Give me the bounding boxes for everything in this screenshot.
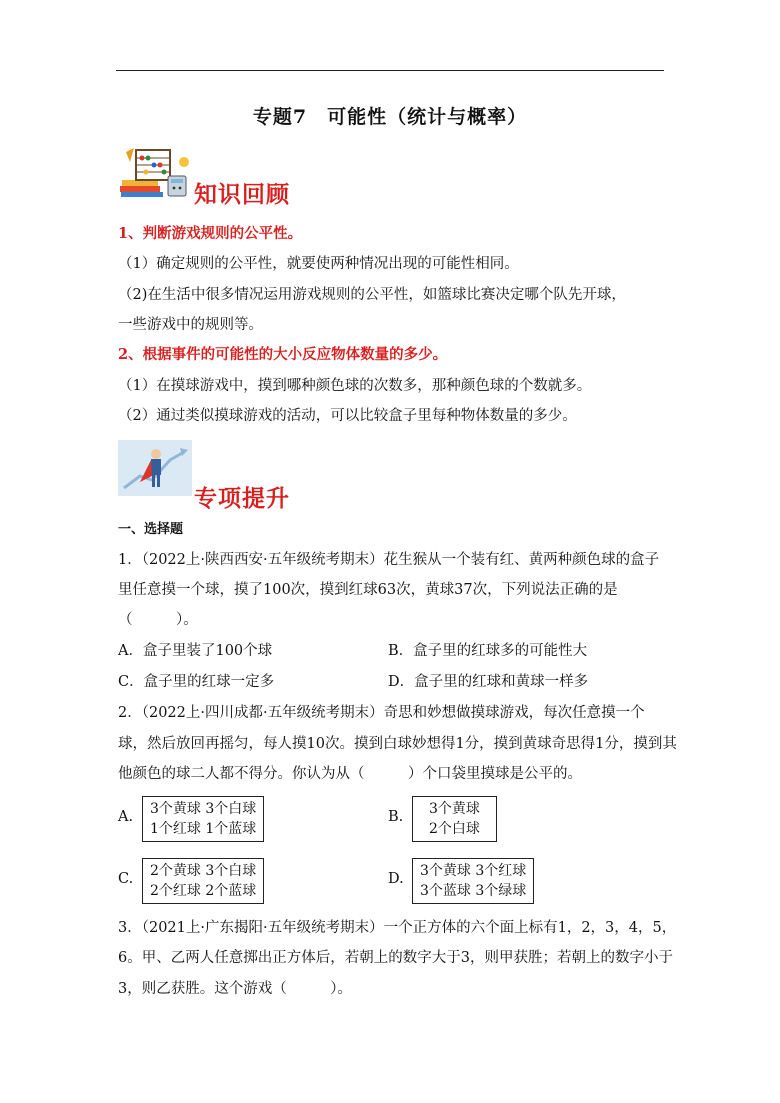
question-1-option-c: C．盒子里的红球一定多 [118, 674, 275, 690]
knowledge-point-2a: （1）在摸球游戏中，摸到哪种颜色球的次数多，那种颜色球的个数就多。 [118, 378, 592, 394]
part-heading: 一、选择题 [118, 522, 184, 537]
option-letter: A. [118, 809, 134, 825]
bag-contents-box [412, 858, 534, 904]
question-3-line3: 3，则乙获胜。这个游戏（ ）。 [118, 981, 352, 997]
bag-line: 3个黄球 3个白球 [150, 801, 257, 817]
bag-line: 2个黄球 3个白球 [150, 863, 257, 879]
option-letter: D. [388, 871, 404, 887]
bag-line: 3个蓝球 3个绿球 [420, 883, 527, 899]
question-2-line3: 他颜色的球二人都不得分。你认为从（ ）个口袋里摸球是公平的。 [118, 766, 582, 782]
bag-contents-box [142, 858, 264, 904]
question-3-line1: 3．（2021上·广东揭阳·五年级统考期末）一个正方体的六个面上标有1，2，3，4，5， [118, 920, 677, 936]
header-rule [116, 70, 664, 71]
knowledge-point-1: 1、判断游戏规则的公平性。 [118, 225, 303, 242]
section-heading-special-improvement: 专项提升 [194, 485, 290, 512]
bag-contents-box [412, 796, 497, 842]
question-2-line1: 2．（2022上·四川成都·五年级统考期末）奇思和妙想做摸球游戏，每次任意摸一个 [118, 705, 645, 721]
question-1-option-a: A．盒子里装了100个球 [118, 643, 273, 659]
option-letter: C. [118, 871, 134, 887]
bag-contents-box [142, 796, 264, 842]
question-1-line1: 1．（2022上·陕西西安·五年级统考期末）花生猴从一个装有红、黄两种颜色球的盒子 [118, 552, 660, 568]
section-heading-knowledge-review: 知识回顾 [194, 181, 290, 208]
knowledge-point-2: 2、根据事件的可能性的大小反应物体数量的多少。 [118, 346, 448, 363]
bag-line: 3个黄球 3个红球 [420, 863, 527, 879]
knowledge-point-1b-line1: （2)在生活中很多情况运用游戏规则的公平性，如篮球比赛决定哪个队先开球， [118, 287, 626, 303]
abacus-books-icon [118, 146, 192, 202]
question-1-line2: 里任意摸一个球，摸了100次，摸到红球63次，黄球37次，下列说法正确的是 [118, 582, 618, 598]
superhero-growth-icon [118, 440, 192, 496]
bag-line: 3个黄球 [429, 801, 480, 817]
bag-line: 2个红球 2个蓝球 [150, 883, 257, 899]
question-2-line2: 球，然后放回再摇匀，每人摸10次。摸到白球妙想得1分，摸到黄球奇思得1分，摸到其 [118, 736, 677, 752]
option-letter: B. [388, 809, 404, 825]
question-3-line2: 6。甲、乙两人任意掷出正方体后，若朝上的数字大于3，则甲获胜；若朝上的数字小于 [118, 950, 673, 966]
knowledge-point-2b: （2）通过类似摸球游戏的活动，可以比较盒子里每种物体数量的多少。 [118, 408, 577, 424]
bag-line: 1个红球 1个蓝球 [150, 821, 257, 837]
bag-line: 2个白球 [429, 821, 480, 837]
question-1-option-d: D．盒子里的红球和黄球一样多 [388, 674, 589, 690]
knowledge-point-1b-line2: 一些游戏中的规则等。 [118, 317, 263, 333]
question-1-line3: （ ）。 [118, 612, 198, 628]
question-1-option-b: B．盒子里的红球多的可能性大 [388, 643, 588, 659]
page-title: 专题7 可能性（统计与概率） [252, 106, 528, 128]
knowledge-point-1a: （1）确定规则的公平性，就要使两种情况出现的可能性相同。 [118, 256, 519, 272]
